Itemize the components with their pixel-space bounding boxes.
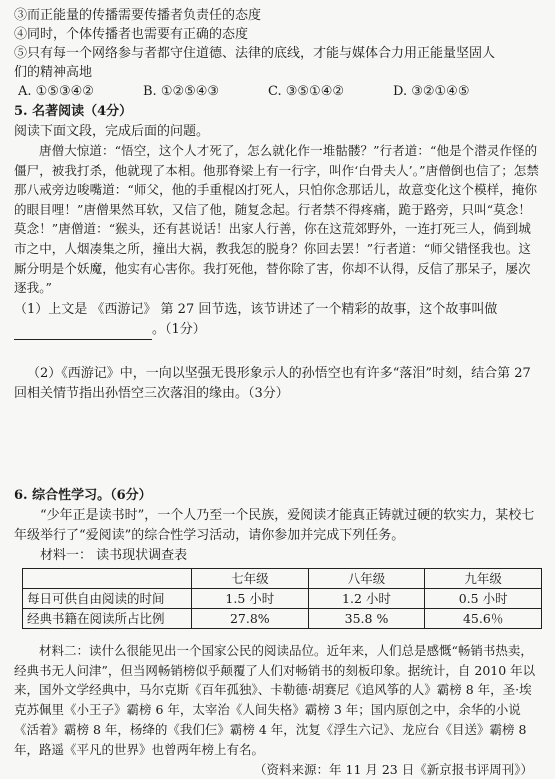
table-row [23,588,542,608]
q5-passage: 唐僧大惊道：“悟空，这个人才死了，怎么就化作一堆骷髅？”行者道：“他是个潜灵作怪的僵尸，被我打杀，他就现了本相。他那脊梁上有一行字，叫作‘白骨夫人’。”唐僧倒也信了；怎禁那八戒旁边唆嘴道：“师父，他的手重棍凶打死人，只怕你念那话儿，故意变化这个模样，掩你的眼目哩！”唐僧果然耳软，又信了他，随复念起。行者禁不得疼痛，跪于路旁，只叫“莫念！莫念！”唐僧道：“猴头，还有甚说话！出家人行善，你在这荒郊野外，一连打死三人，倘到城市之中，人烟凑集之所，撞出大祸，教我怎的脱身？你回去罢！”行者道：“师父错怪我也。这厮分明是个妖魔，他实有心害你。我打死他，替你除了害，你却不认得，反信了那呆子，屡次逐我。” [14,143,539,296]
table-cell: 27.8% [192,608,309,628]
table-cell: 每日可供自由阅读的时间 [23,588,192,608]
answer-options [18,82,541,102]
option-d: D. ③②①④⑤ [393,84,470,99]
q5-sub1 [14,300,541,340]
material2: 材料二：读什么很能见出一个国家公民的阅读品位。近年来，人们总是感慨“畅销书热卖，经典书无人问津”，但当网畅销榜似乎颠覆了人们对畅销书的刻板印象。据统计，自 2010 年以来，国外文学经典中，马尔克斯《百年孤独》、卡勒德·胡赛尼《追风筝的人》霸榜 8 年，圣·埃克苏佩里《小王子》霸榜 6 年，太宰治《人间失格》霸榜 3 年；国内原创之中，余华的小说《活着》霸榜 8 年，杨绛的《我们仨》霸榜 4 年，沈复《浮生六记》、龙应台《目送》霸榜 8 年，路遥《平凡的世界》也曾两年榜上有名。 [14,642,536,757]
option-c: C. ③⑤①④② [268,84,345,99]
sentence-5-cont: 们的精神高地 [14,65,93,80]
source-citation: （资料来源：年 11 月 23 日《新京报书评周刊》） [254,761,533,777]
table-header-cell: 八年级 [308,568,425,588]
option-a: A. ①⑤③④② [18,84,94,99]
table-header-cell: 七年级 [192,568,309,588]
q5-sub2: （2）《西游记》中，一向以坚强无畏形象示人的孙悟空也有许多“落泪”时刻，结合第 27 回相关情节指出孙悟空三次落泪的缘由。（3分） [14,365,531,401]
table-header-cell [23,568,192,588]
q5-heading: 5. 名著阅读（4分） [14,104,133,119]
table-header-row [23,568,542,588]
reading-survey-table [22,568,542,629]
q5-sub1-text: （1）上文是 《西游记》 第 27 回节选，该节讲述了一个精彩的故事，这个故事叫做 [14,301,498,317]
table-row [23,608,542,628]
table-cell: 45.6％ [425,608,542,628]
sentence-3: ③而正能量的传播需要传播者负责任的态度 [14,8,262,23]
q6-section [14,486,541,779]
sentence-5: ⑤只有每一个网络参与者都守住道德、法律的底线，才能与媒体合力用正能量坚固人 [14,46,496,61]
q5-instruction: 阅读下面文段，完成后面的问题。 [14,124,210,139]
table-cell: 0.5 小时 [425,588,542,608]
table-cell: 经典书籍在阅读所占比例 [23,608,192,628]
option-b: B. ①②⑤④③ [143,84,220,99]
sentence-4: ④同时，个体传播者也需要有正确的态度 [14,27,249,42]
q5-sub1-score: 。（1分） [152,321,206,337]
q6-intro: “少年正是读书时”，一个人乃至一个民族，爱阅读才能真正铸就过硬的软实力，某校七年级举行了“爱阅读”的综合性学习活动，请你参加并完成下列任务。 [14,507,535,543]
table-header-cell: 九年级 [425,568,542,588]
table-cell: 1.5 小时 [192,588,309,608]
q6-heading: 6. 综合性学习。（6分） [14,487,152,503]
material1-title: 材料一： 读书现状调查表 [40,547,188,563]
table-cell: 35.8 % [308,608,425,628]
table-cell: 1.2 小时 [308,588,425,608]
answer-blank[interactable] [14,325,152,340]
